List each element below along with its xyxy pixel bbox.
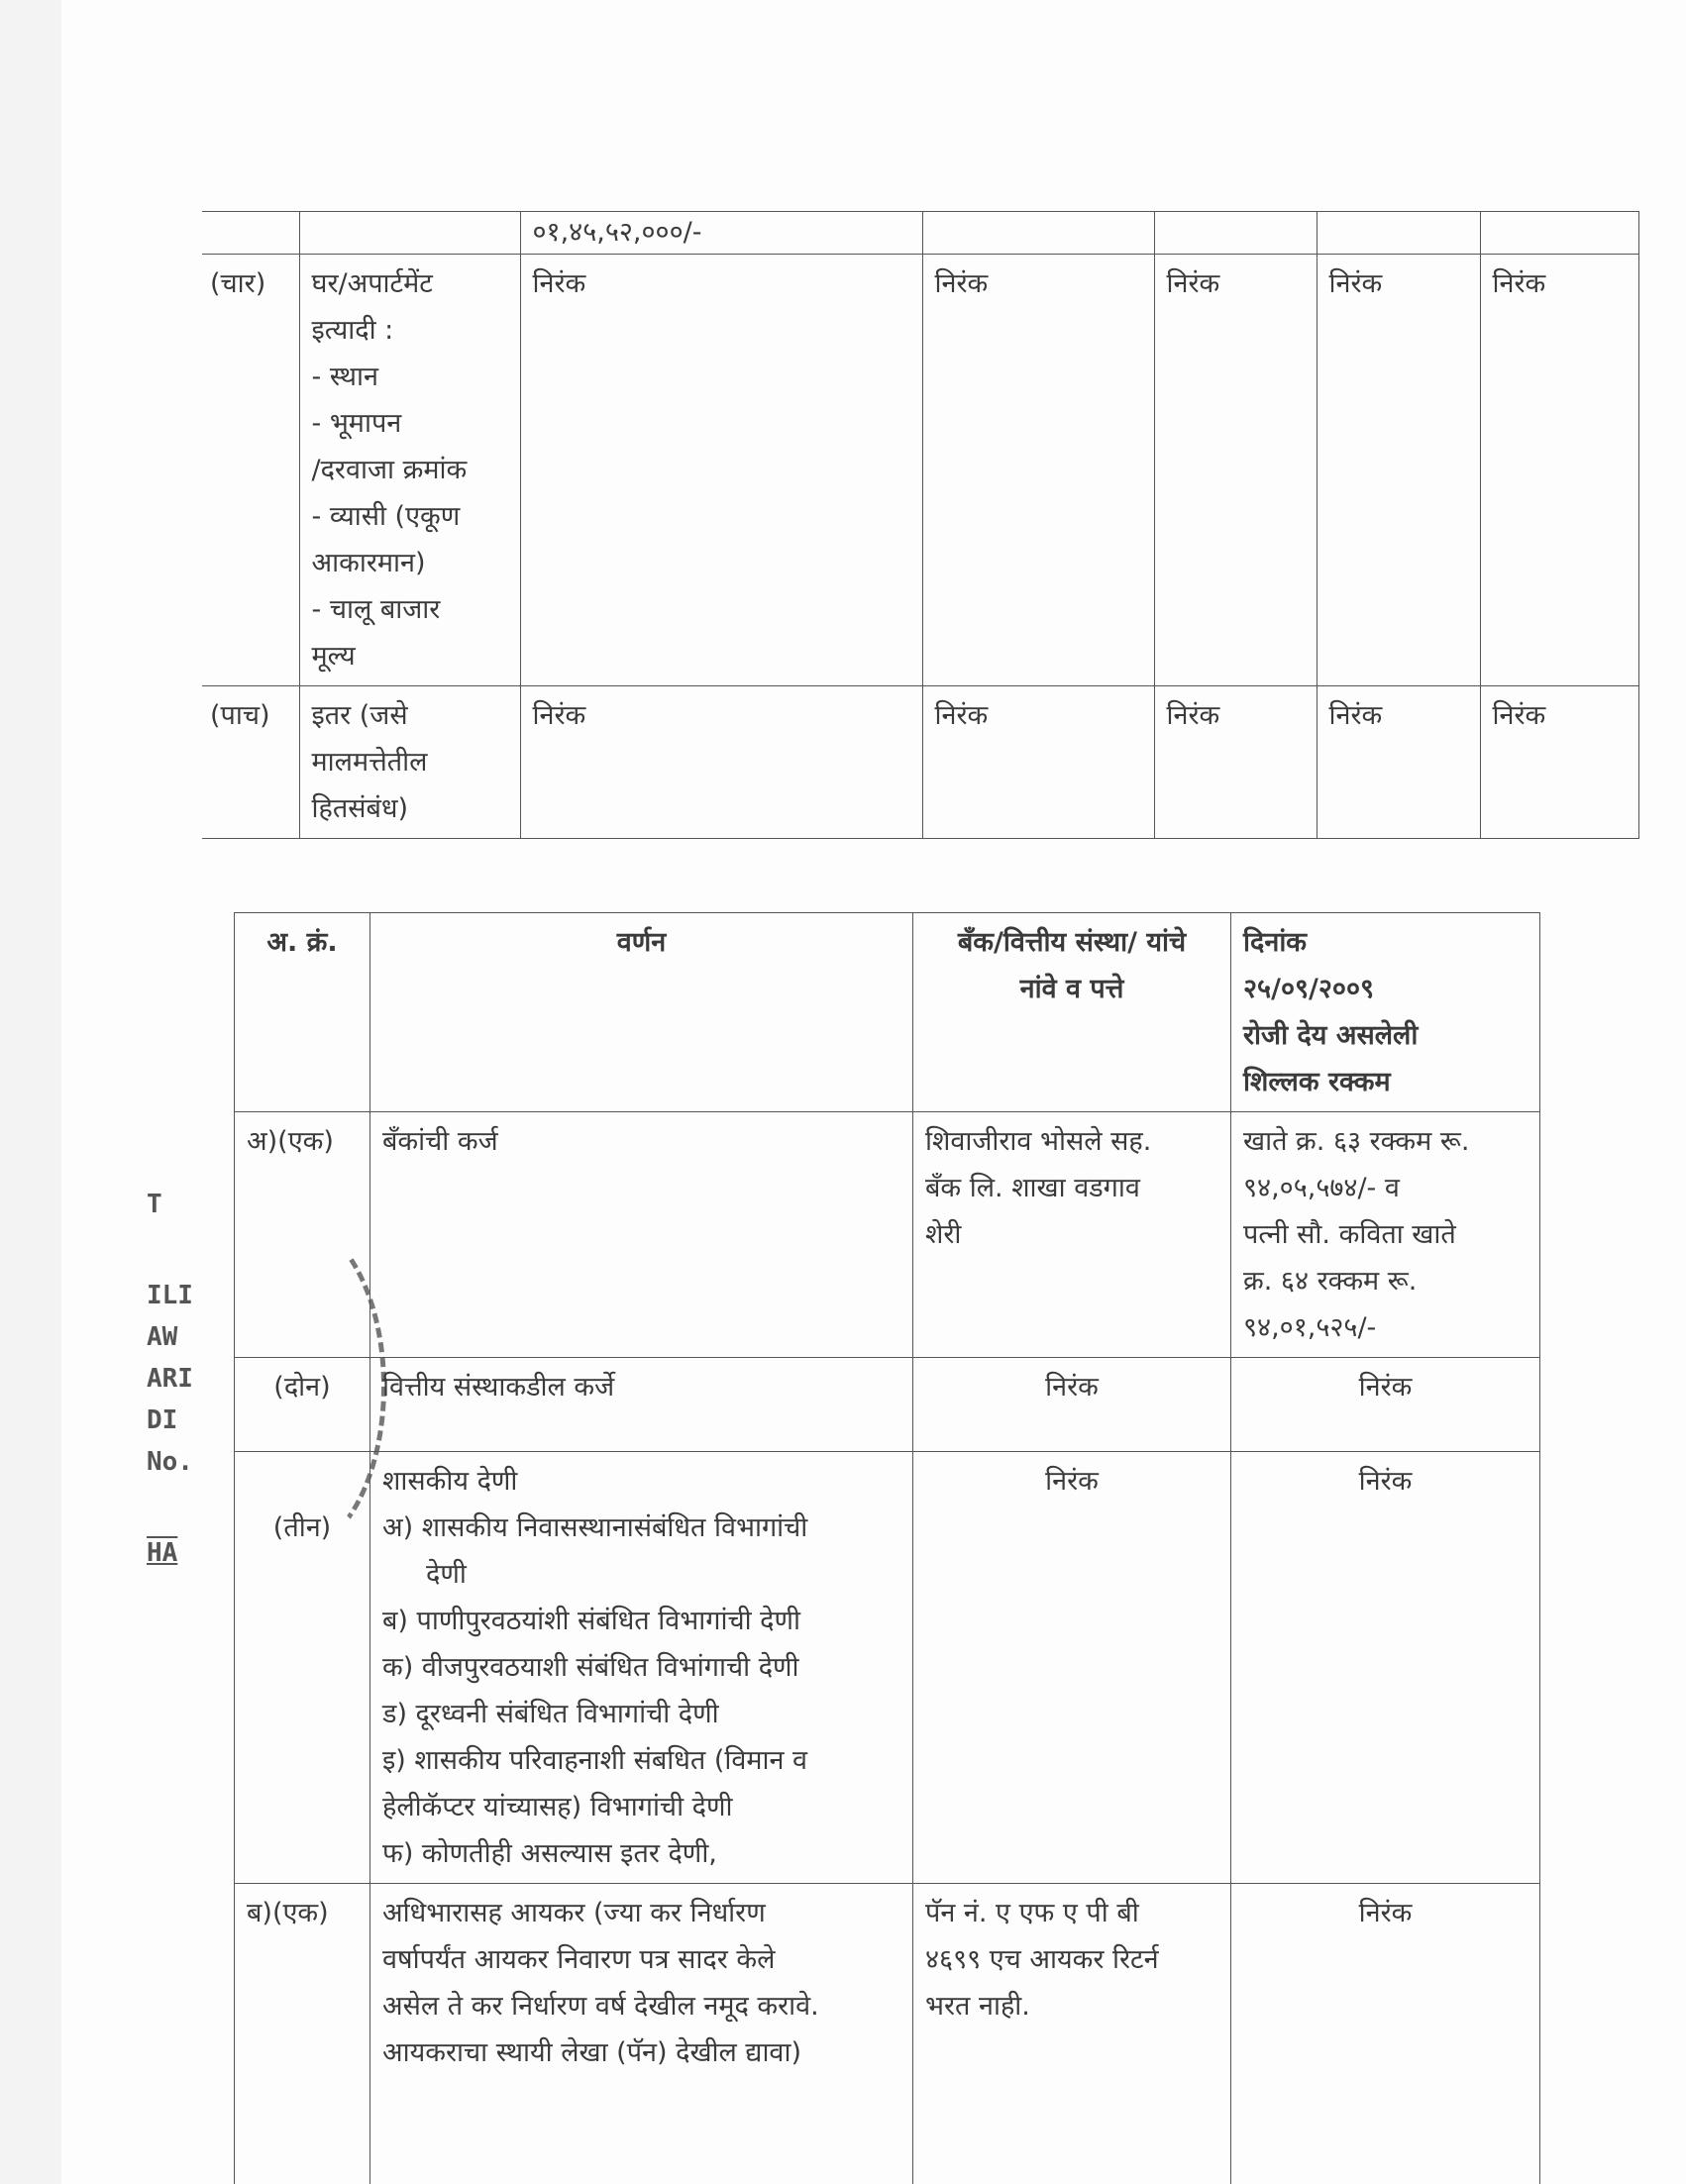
row-number: ब)(एक)	[235, 1884, 370, 2184]
desc-line: अधिभारासह आयकर (ज्या कर निर्धारण	[382, 1898, 766, 1928]
stamp-text: DI	[147, 1405, 178, 1435]
desc-line: /दरवाजा क्रमांक	[311, 455, 468, 485]
value-cell: निरंक	[1480, 255, 1638, 686]
table-header-row	[235, 913, 1540, 1112]
desc-line: इत्यादी :	[311, 315, 394, 346]
desc-line: - चालू बाजार	[311, 594, 441, 625]
bank-line: शेरी	[925, 1219, 962, 1250]
stamp-text: No.	[147, 1447, 193, 1477]
desc-line: मालमत्तेतील	[311, 747, 428, 778]
row-number-text: (तीन)	[272, 1512, 332, 1543]
row-number	[235, 1452, 370, 1884]
bank-cell	[913, 1112, 1231, 1358]
amount-line: खाते क्र. ६३ रक्कम रू.	[1243, 1126, 1470, 1157]
stamp-text: ILI	[147, 1281, 193, 1310]
desc-line: ब) पाणीपुरवठयांशी संबंधित विभागांची देणी	[382, 1606, 801, 1636]
desc-line: फ) कोणतीही असल्यास इतर देणी,	[382, 1838, 717, 1869]
value-cell: निरंक	[922, 255, 1154, 686]
header-line: नांवे व पत्ते	[1019, 974, 1124, 1004]
bank-cell: निरंक	[913, 1452, 1231, 1884]
amount-line: क्र. ६४ रक्कम रू.	[1243, 1266, 1418, 1297]
desc-line: आयकराचा स्थायी लेखा (पॅन) देखील द्यावा)	[382, 2037, 801, 2068]
row-description	[299, 686, 520, 839]
header-number: अ. क्रं.	[235, 913, 370, 1112]
bank-cell: निरंक	[913, 1358, 1231, 1452]
value-cell: निरंक	[922, 686, 1154, 839]
desc-line: हेलीकॅप्टर यांच्यासह) विभागांची देणी	[382, 1792, 733, 1822]
value-cell: निरंक	[1154, 686, 1317, 839]
stamp-text: AW	[147, 1322, 178, 1352]
desc-line: देणी	[426, 1559, 467, 1590]
table-row	[202, 255, 1638, 686]
table-row	[235, 1452, 1540, 1884]
value-cell: निरंक	[1317, 686, 1480, 839]
amount-line: ९४,०१,५२५/-	[1243, 1312, 1377, 1343]
row-description	[299, 255, 520, 686]
table-row	[202, 212, 1638, 255]
desc-line: हितसंबंध)	[311, 793, 409, 824]
row-description	[370, 1884, 913, 2184]
desc-line: - स्थान	[311, 362, 379, 392]
value-cell: ०१,४५,५२,०००/-	[520, 212, 922, 255]
desc-line: घर/अपार्टमेंट	[311, 268, 433, 299]
row-number: (पाच)	[202, 686, 299, 839]
table-row	[235, 1358, 1540, 1452]
bank-line: पॅन नं. ए एफ ए पी बी	[925, 1898, 1139, 1928]
desc-line: इतर (जसे	[311, 700, 408, 731]
header-line: बँक/वित्तीय संस्था/ यांचे	[957, 927, 1187, 958]
margin-stamp	[147, 1184, 206, 1574]
stamp-text: T	[147, 1190, 162, 1219]
desc-line: ड) दूरध्वनी संबंधित विभागांची देणी	[382, 1699, 719, 1729]
liabilities-table	[234, 912, 1540, 2184]
desc-line: मूल्य	[311, 641, 356, 672]
row-description	[370, 1452, 913, 1884]
desc-line: वर्षापर्यंत आयकर निवारण पत्र सादर केले	[382, 1944, 776, 1975]
desc-line: इ) शासकीय परिवाहनाशी संबधित (विमान व	[382, 1745, 808, 1776]
header-line: २५/०९/२००९	[1243, 974, 1375, 1004]
row-description: बँकांची कर्ज	[370, 1112, 913, 1358]
assets-table	[202, 211, 1639, 839]
desc-line: अ) शासकीय निवासस्थानासंबंधित विभागांची	[382, 1512, 808, 1543]
value-cell: निरंक	[520, 255, 922, 686]
value-cell: निरंक	[1154, 255, 1317, 686]
stamp-text: ARI	[147, 1364, 193, 1394]
header-bank	[913, 913, 1231, 1112]
desc-line: शासकीय देणी	[382, 1466, 518, 1497]
table-row	[235, 1884, 1540, 2184]
desc-line: क) वीजपुरवठयाशी संबंधित विभांगाची देणी	[382, 1652, 799, 1683]
bank-line: ४६९९ एच आयकर रिटर्न	[925, 1944, 1159, 1975]
table-row	[202, 686, 1638, 839]
bank-line: भरत नाही.	[925, 1991, 1030, 2022]
value-cell: निरंक	[1480, 686, 1638, 839]
row-description: वित्तीय संस्थाकडील कर्जे	[370, 1358, 913, 1452]
desc-line: आकारमान)	[311, 548, 426, 578]
amount-line: ९४,०५,५७४/- व	[1243, 1173, 1400, 1203]
amount-cell	[1231, 1112, 1540, 1358]
header-description: वर्णन	[370, 913, 913, 1112]
row-number: (चार)	[202, 255, 299, 686]
row-number: अ)(एक)	[235, 1112, 370, 1358]
value-cell: निरंक	[1317, 255, 1480, 686]
amount-cell: निरंक	[1231, 1884, 1540, 2184]
header-amount	[1231, 913, 1540, 1112]
bank-line: बँक लि. शाखा वडगाव	[925, 1173, 1140, 1203]
bank-cell	[913, 1884, 1231, 2184]
amount-cell: निरंक	[1231, 1452, 1540, 1884]
desc-line: - व्यासी (एकूण	[311, 501, 461, 532]
desc-line: - भूमापन	[311, 408, 402, 439]
header-line: रोजी देय असलेली	[1243, 1020, 1419, 1051]
amount-line: पत्नी सौ. कविता खाते	[1243, 1219, 1456, 1250]
bank-line: शिवाजीराव भोसले सह.	[925, 1126, 1152, 1157]
table-row	[235, 1112, 1540, 1358]
header-line: दिनांक	[1243, 927, 1308, 958]
stamp-text: HA	[147, 1538, 178, 1568]
value-cell: निरंक	[520, 686, 922, 839]
amount-cell: निरंक	[1231, 1358, 1540, 1452]
desc-line: असेल ते कर निर्धारण वर्ष देखील नमूद करावे.	[382, 1991, 819, 2022]
row-number: (दोन)	[235, 1358, 370, 1452]
header-line: शिल्लक रक्कम	[1243, 1067, 1391, 1097]
